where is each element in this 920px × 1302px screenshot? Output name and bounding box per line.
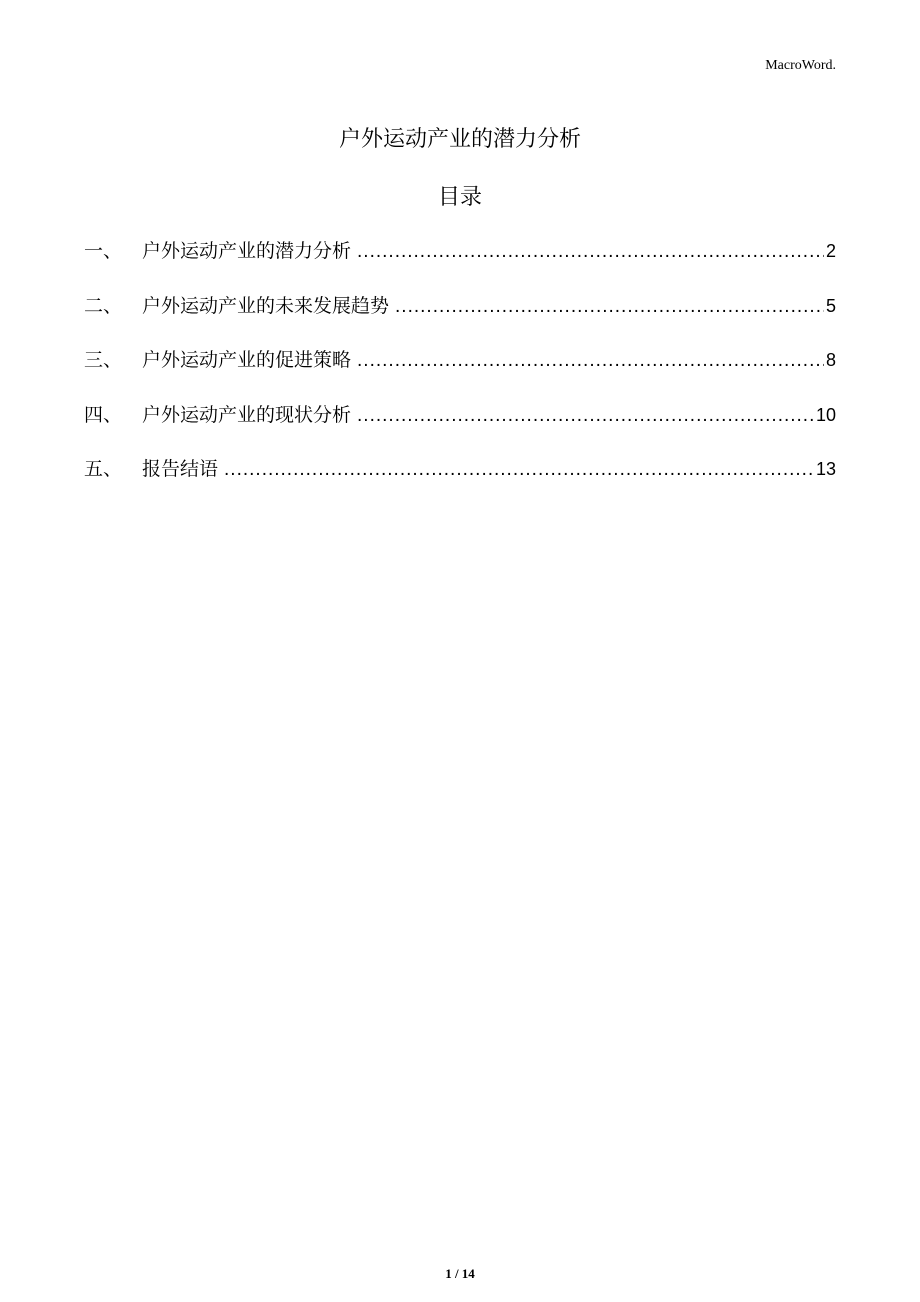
- toc-entry-title[interactable]: 户外运动产业的潜力分析: [142, 240, 352, 262]
- toc-dot-leader: [224, 453, 814, 487]
- page-indicator: 1 / 14: [445, 1266, 475, 1281]
- toc-entry-number: 五、: [84, 458, 123, 480]
- toc-dot-leader: [395, 290, 824, 324]
- toc-entry-number: 一、: [84, 240, 123, 262]
- toc-entry-number: 四、: [84, 403, 123, 426]
- toc-dot-leader: [357, 235, 824, 269]
- header-brand: MacroWord.: [765, 58, 836, 73]
- toc-entry-title[interactable]: 户外运动产业的未来发展趋势: [142, 294, 390, 317]
- toc-dot-leader: [357, 344, 824, 378]
- toc-entry-page[interactable]: 2: [825, 241, 836, 261]
- toc-entry-number: 二、: [84, 294, 123, 317]
- toc-entry-number: 三、: [84, 349, 123, 371]
- toc-entry-title[interactable]: 报告结语: [142, 458, 219, 480]
- toc-entry-page[interactable]: 10: [815, 404, 836, 425]
- toc-entry[interactable]: [84, 452, 836, 507]
- toc-entry[interactable]: [84, 234, 836, 289]
- toc-entry-page[interactable]: 8: [825, 350, 836, 370]
- toc-heading: 目录: [437, 185, 482, 210]
- toc-entry-title[interactable]: 户外运动产业的现状分析: [142, 403, 352, 426]
- toc-entry-title[interactable]: 户外运动产业的促进策略: [142, 349, 352, 371]
- toc-entry[interactable]: [84, 289, 836, 344]
- table-of-contents: [84, 234, 836, 507]
- toc-entry[interactable]: [84, 343, 836, 398]
- toc-entry[interactable]: [84, 398, 836, 453]
- toc-entry-page[interactable]: 13: [815, 459, 836, 479]
- document-title: 户外运动产业的潜力分析: [338, 127, 581, 152]
- toc-entry-page[interactable]: 5: [825, 295, 836, 316]
- toc-dot-leader: [357, 399, 814, 433]
